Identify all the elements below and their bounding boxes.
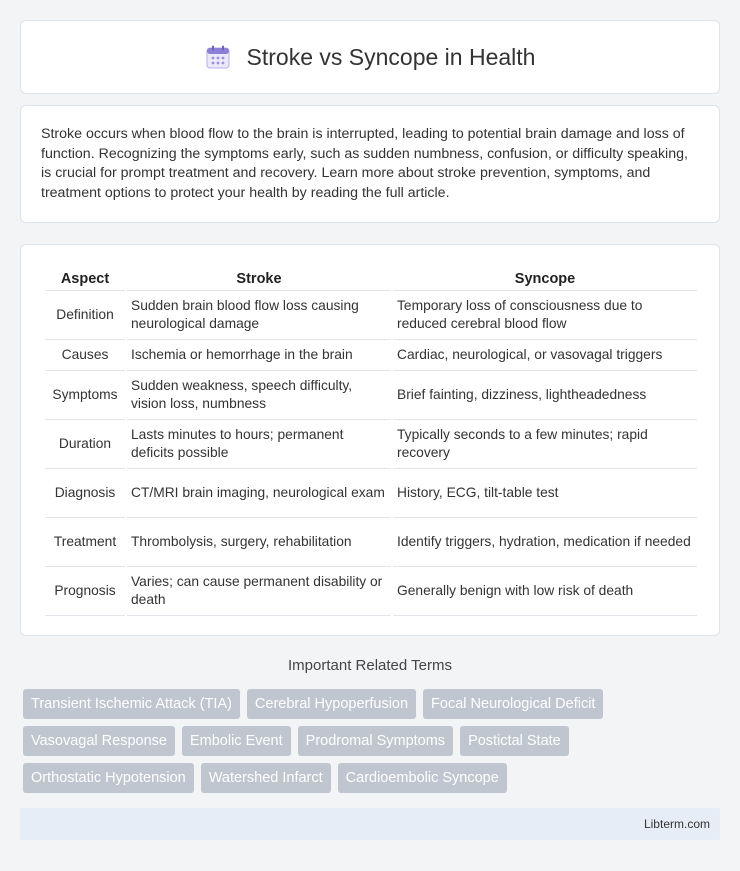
table-header-row xyxy=(45,265,697,291)
syncope-cell: Identify triggers, hydration, medication if needed xyxy=(393,518,697,567)
related-terms-list xyxy=(23,689,723,793)
syncope-cell: Temporary loss of consciousness due to reduced cerebral blood flow xyxy=(393,291,697,340)
comparison-card xyxy=(20,244,720,636)
syncope-cell: Brief fainting, dizziness, lightheadedness xyxy=(393,371,697,420)
term-tag[interactable]: Cerebral Hypoperfusion xyxy=(247,689,416,719)
stroke-cell: Ischemia or hemorrhage in the brain xyxy=(127,340,391,371)
term-tag[interactable]: Prodromal Symptoms xyxy=(298,726,453,756)
term-tag[interactable]: Transient Ischemic Attack (TIA) xyxy=(23,689,240,719)
header-stroke: Stroke xyxy=(127,265,391,291)
term-tag[interactable]: Embolic Event xyxy=(182,726,291,756)
page-title: Stroke vs Syncope in Health xyxy=(246,43,536,70)
table-row xyxy=(45,340,697,371)
term-tag[interactable]: Orthostatic Hypotension xyxy=(23,763,194,793)
syncope-cell: Cardiac, neurological, or vasovagal triggers xyxy=(393,340,697,371)
stroke-cell: Sudden weakness, speech difficulty, vision loss, numbness xyxy=(127,371,391,420)
calendar-icon xyxy=(205,44,231,70)
term-tag[interactable]: Cardioembolic Syncope xyxy=(338,763,507,793)
table-row xyxy=(45,420,697,469)
syncope-cell: Generally benign with low risk of death xyxy=(393,567,697,616)
term-tag[interactable]: Focal Neurological Deficit xyxy=(423,689,603,719)
header-card xyxy=(20,20,720,94)
related-terms-title: Important Related Terms xyxy=(288,657,452,674)
syncope-cell: History, ECG, tilt-table test xyxy=(393,469,697,518)
stroke-cell: Thrombolysis, surgery, rehabilitation xyxy=(127,518,391,567)
header-aspect: Aspect xyxy=(45,265,125,291)
title-wrap xyxy=(205,44,536,71)
intro-card xyxy=(20,105,720,223)
aspect-cell: Diagnosis xyxy=(45,469,125,518)
stroke-cell: Sudden brain blood flow loss causing neurological damage xyxy=(127,291,391,340)
term-tag[interactable]: Vasovagal Response xyxy=(23,726,175,756)
aspect-cell: Prognosis xyxy=(45,567,125,616)
term-tag[interactable]: Watershed Infarct xyxy=(201,763,331,793)
stroke-cell: CT/MRI brain imaging, neurological exam xyxy=(127,469,391,518)
table-row xyxy=(45,469,697,518)
syncope-cell: Typically seconds to a few minutes; rapid recovery xyxy=(393,420,697,469)
footer xyxy=(20,808,720,840)
comparison-table xyxy=(43,265,699,616)
table-row xyxy=(45,371,697,420)
aspect-cell: Definition xyxy=(45,291,125,340)
footer-site-link[interactable]: Libterm.com xyxy=(643,817,710,831)
intro-text: Stroke occurs when blood flow to the brain is interrupted, leading to potential brain damage and loss of function. Recognizing the symptoms early, such as sudden numbness, confusion, or difficulty speaking, is crucial for prompt treatment and recovery. Learn more about stroke prevention, symptoms, and treatment options to protect your health by reading the full article. xyxy=(41,126,688,201)
aspect-cell: Symptoms xyxy=(45,371,125,420)
aspect-cell: Duration xyxy=(45,420,125,469)
aspect-cell: Causes xyxy=(45,340,125,371)
table-row xyxy=(45,518,697,567)
term-tag[interactable]: Postictal State xyxy=(460,726,569,756)
stroke-cell: Lasts minutes to hours; permanent deficits possible xyxy=(127,420,391,469)
stroke-cell: Varies; can cause permanent disability or death xyxy=(127,567,391,616)
aspect-cell: Treatment xyxy=(45,518,125,567)
header-syncope: Syncope xyxy=(393,265,697,291)
table-row xyxy=(45,567,697,616)
table-row xyxy=(45,291,697,340)
